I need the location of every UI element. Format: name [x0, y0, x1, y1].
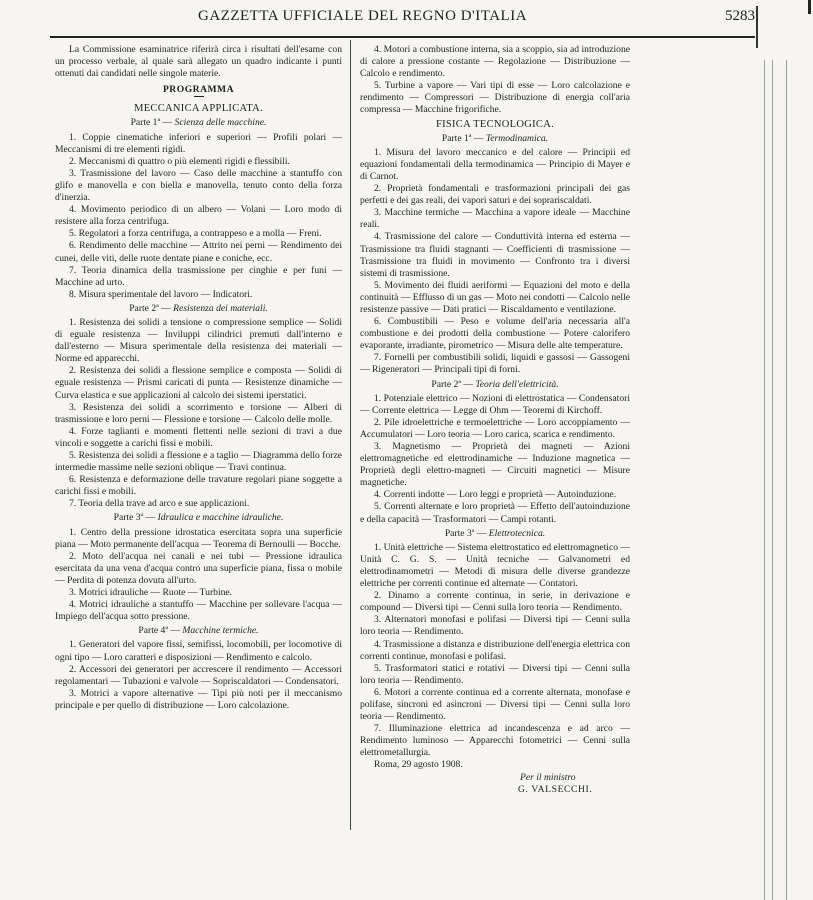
- part-title: Resistenza dei materiali.: [173, 302, 268, 314]
- part-heading: [55, 303, 342, 315]
- page-number: 5283: [725, 8, 755, 24]
- program-item: 3. Magnetismo — Proprietà dei magneti — Azioni elettromagnetiche ed elettrodinamiche — Induzione magnetica — Proprietà degli elettro-magneti — Circuiti magnetici — Misure magnetiche.: [360, 441, 630, 489]
- program-item: 8. Misura sperimentale del lavoro — Indicatori.: [69, 288, 253, 300]
- edge-mark: [808, 0, 811, 14]
- program-item: 1. Centro della pressione idrostatica esercitata sopra una superficie piana — Moto permanente dell'acqua — Teorema di Bernoulli — Bocche.: [55, 526, 342, 550]
- program-item: 6. Combustibili — Peso e volume dell'aria necessaria all'a combustione e dei prodotti della combustione — Potere calorifero evaporante, irradiante, pirometrico — Misura delle alte temperature.: [360, 316, 630, 352]
- part-label: Parte 2ª —: [129, 302, 171, 314]
- part-label: Parte 1ª —: [130, 117, 173, 129]
- program-item: 5. Resistenza dei solidi a flessione e a taglio — Diagramma dello forze intermedie massime nelle sezioni oblique — Travi continua.: [55, 450, 342, 474]
- section-items: [360, 44, 630, 117]
- program-item: 5. Correnti alternate e loro proprietà — Effetto dell'autoinduzione e della capacità — Trasformatori — Campi rotanti.: [360, 501, 630, 525]
- part-heading: [360, 133, 630, 145]
- signature-title: Per il ministro: [520, 771, 576, 783]
- part-title: Elettrotecnica.: [488, 527, 546, 539]
- edge-line: [764, 60, 765, 900]
- right-column: [360, 44, 630, 798]
- program-item: 3. Trasmissione del lavoro — Caso delle macchine a stantuffo con glifo e manovella e con biella e manovella, tenuto conto della forza d'inerzia.: [55, 167, 342, 204]
- part-title: Scienza delle macchine.: [174, 117, 267, 129]
- program-item: 4. Motrici idrauliche a stantuffo — Macchine per sollevare l'acqua — Impiego dell'acqua sotto pressione.: [55, 599, 342, 623]
- column-divider: [350, 40, 351, 830]
- program-item: 4. Trasmissione a distanza e distribuzione dell'energia elettrica con correnti continue, monofasi e polifasi.: [360, 638, 630, 662]
- program-item: 1. Resistenza dei solidi a tensione o compressione semplice — Solidi di eguale resistenza — Inviluppi cilindrici premuti dall'interno e dall'esterno — Misura sperimentale della resistenza dei materiali — Norme ed apparecchi.: [55, 316, 342, 365]
- program-item: 1. Generatori del vapore fissi, semifissi, locomobili, per locomotive di ogni tipo — Loro caratteri e disposizioni — Rendimento e calcolo.: [55, 639, 342, 663]
- program-item: 1. Misura del lavoro meccanico e del calore — Principii ed equazioni fondamentali della termodinamica — Principio di Mayer e di Carnot.: [360, 146, 630, 182]
- section-items: [55, 527, 342, 624]
- part-heading: [360, 528, 630, 540]
- part-heading: [55, 625, 342, 637]
- section-items: [360, 147, 630, 377]
- page-edge-scan: [756, 0, 813, 900]
- program-item: 1. Coppie cinematiche inferiori e superiori — Profili polari — Meccanismi di tre elementi rigidi.: [55, 131, 342, 155]
- part-heading: [55, 117, 342, 129]
- program-item: 3. Motrici idrauliche — Ruote — Turbine.: [69, 587, 233, 599]
- program-item: 6. Resistenza e deformazione delle travature regolari piane soggette a carichi fissi e mobili.: [55, 474, 342, 498]
- program-item: 2. Moto dell'acqua nei canali e nei tubi — Pressione idraulica esercitata da una vena d'acqua contro una superficie piana, fissa o mobile — Perdita di potenza dovuta all'urto.: [55, 550, 342, 586]
- program-item: 4. Trasmissione del calore — Conduttività interna ed esterna — Trasmissione tra fluidi stagnanti — Coefficienti di trasmissione — Trasmissione tra fluidi in movimento — Confronto tra i diversi sistemi di trasmissione.: [360, 231, 630, 279]
- programma-heading: PROGRAMMA: [162, 84, 235, 96]
- program-item: 5. Trasformatori statici e rotativi — Diversi tipi — Cenni sulla loro teoria — Rendimento.: [360, 662, 630, 686]
- program-item: 7. Teoria dinamica della trasmissione per cinghie e per funi — Macchine ad urto.: [55, 264, 342, 288]
- program-item: 2. Proprietà fondamentali e trasformazioni principali dei gas perfetti e dei gas reali, dei vapori saturi e dei soprariscaldati.: [360, 183, 630, 207]
- part-title: Macchine termiche.: [182, 625, 259, 637]
- program-item: 1. Unità elettriche — Sistema elettrostatico ed elettromagnetico — Unità C. G. S. — Unità tecniche — Galvanometri ed elettrodinamometri — Metodi di misura delle diverse grandezze elettriche per correnti continue ed alternate — Contatori.: [360, 541, 631, 590]
- edge-line: [786, 60, 787, 900]
- program-item: 3. Motrici a vapore alternative — Tipi più noti per il meccanismo principale e per quello di distribuzione — Loro calcolazione.: [55, 687, 342, 711]
- heading-dash: [194, 96, 204, 97]
- header-rule: [50, 36, 755, 38]
- program-item: 4. Movimento periodico di un albero — Volani — Loro modo di resistere alla forza centrifuga.: [55, 204, 342, 228]
- page-header: [50, 8, 755, 30]
- program-item: 2. Pile idroelettriche e termoelettriche — Loro accoppiamento — Accumulatori — Loro teoria — Loro carica, scarica e rendimento.: [360, 416, 630, 440]
- program-item: 7. Fornelli per combustibili solidi, liquidi e gassosi — Gassogeni — Rigeneratori — Principali tipi di forni.: [360, 352, 630, 376]
- program-item: 2. Meccanismi di quattro o più elementi rigidi e flessibili.: [69, 155, 290, 167]
- program-item: 4. Motori a combustione interna, sia a scoppio, sia ad introduzione di calore a pressione costante — Regolazione — Distribuzione — Calcolo e rendimento.: [360, 44, 630, 80]
- program-item: 4. Correnti indotte — Loro leggi e proprietà — Autoinduzione.: [374, 489, 617, 501]
- program-item: 3. Alternatori monofasi e polifasi — Diversi tipi — Cenni sulla loro teoria — Rendimento.: [360, 614, 630, 638]
- program-item: 4. Forze taglianti e momenti flettenti nelle sezioni di travi a due vincoli e soggette a carichi fissi e mobili.: [55, 425, 342, 449]
- part-title: Termodinamica.: [485, 132, 549, 144]
- fisica-heading: FISICA TECNOLOGICA.: [435, 118, 555, 130]
- program-item: 7. Teoria della trave ad arco e sue applicazioni.: [69, 498, 250, 510]
- program-item: 5. Movimento dei fluidi aeriformi — Equazioni del moto e della continuità — Efflusso di un gas — Moto nei condotti — Calcolo nelle resistenze passive — Dati pratici — Riscaldamento e ventilazione.: [360, 279, 631, 315]
- edge-mark: [756, 6, 758, 48]
- meccanica-heading: MECCANICA APPLICATA.: [134, 103, 263, 115]
- left-column: [55, 44, 342, 712]
- program-item: 7. Illuminazione elettrica ad incandescenza e ad arco — Rendimento luminoso — Apparecchi fotometrici — Cenni sulla elettrometallurgia.: [360, 723, 630, 759]
- program-item: 6. Motori a corrente continua ed a corrente alternata, monofase e polifase, sincroni ed asincroni — Diversi tipi — Cenni sulla loro teoria — Rendimento.: [360, 686, 630, 723]
- part-label: Parte 3ª —: [113, 512, 156, 524]
- signature-block: [360, 772, 630, 798]
- part-title: Teoria dell'elettricità.: [475, 378, 559, 390]
- part-title: Idraulica e macchine idrauliche.: [157, 512, 284, 524]
- part-heading: [360, 379, 630, 391]
- part-label: Parte 4ª —: [138, 625, 180, 637]
- intro-paragraph: La Commissione esaminatrice riferirà circa i risultati dell'esame con un processo verbale, al quale sarà allegato un quadro indicante i punti ottenuti dai candidati nelle singole materie.: [55, 44, 342, 80]
- program-item: 5. Regolatori a forza centrifuga, a contrappeso e a molla — Freni.: [69, 228, 322, 240]
- gazette-title: GAZZETTA UFFICIALE DEL REGNO D'ITALIA: [198, 8, 528, 24]
- section-items: [55, 132, 342, 301]
- program-item: 6. Rendimento delle macchine — Attrito nei perni — Rendimento dei cunei, delle viti, delle ruote dentate piane e coniche, ecc.: [55, 240, 342, 264]
- part-label: Parte 3ª —: [444, 527, 487, 539]
- signature-name: G. VALSECCHI.: [518, 783, 593, 795]
- date-line: Roma, 29 agosto 1908.: [374, 759, 463, 771]
- program-item: 2. Accessori dei generatori per accrescere il rendimento — Accessori regolamentari — Tubazioni e valvole — Sopriscaldatori — Condensatori.: [55, 663, 342, 687]
- section-items: [55, 639, 342, 712]
- section-items: [55, 317, 342, 511]
- program-item: 1. Potenziale elettrico — Nozioni di elettrostatica — Condensatori — Corrente elettrica — Legge di Ohm — Teoremi di Kirchoff.: [360, 392, 630, 416]
- program-item: 2. Resistenza dei solidi a flessione semplice e composta — Solidi di eguale resistenza — Prismi caricati di punta — Resistenze dinamiche — Curva elastica e sue applicazioni al calcolo dei sistemi iperstatici.: [55, 365, 342, 401]
- program-item: 5. Turbine a vapore — Vari tipi di esse — Loro calcolazione e rendimento — Compressori — Distribuzione di energia coll'aria compressa — Macchine frigorifiche.: [360, 80, 630, 116]
- part-label: Parte 1ª —: [441, 132, 484, 144]
- program-item: 3. Resistenza dei solidi a scorrimento e torsione — Alberi di trasmissione e loro perni — Flessione e torsione — Calcolo delle molle.: [55, 401, 342, 425]
- edge-line: [772, 60, 773, 900]
- program-item: 3. Macchine termiche — Macchina a vapore ideale — Macchine reali.: [360, 207, 630, 231]
- part-label: Parte 2ª —: [431, 378, 473, 390]
- section-items: [360, 393, 630, 526]
- program-item: 2. Dinamo a corrente continua, in serie, in derivazione e compound — Diversi tipi — Cenni sulla loro teoria — Rendimento.: [360, 590, 630, 614]
- part-heading: [55, 512, 342, 524]
- section-items: [360, 542, 630, 760]
